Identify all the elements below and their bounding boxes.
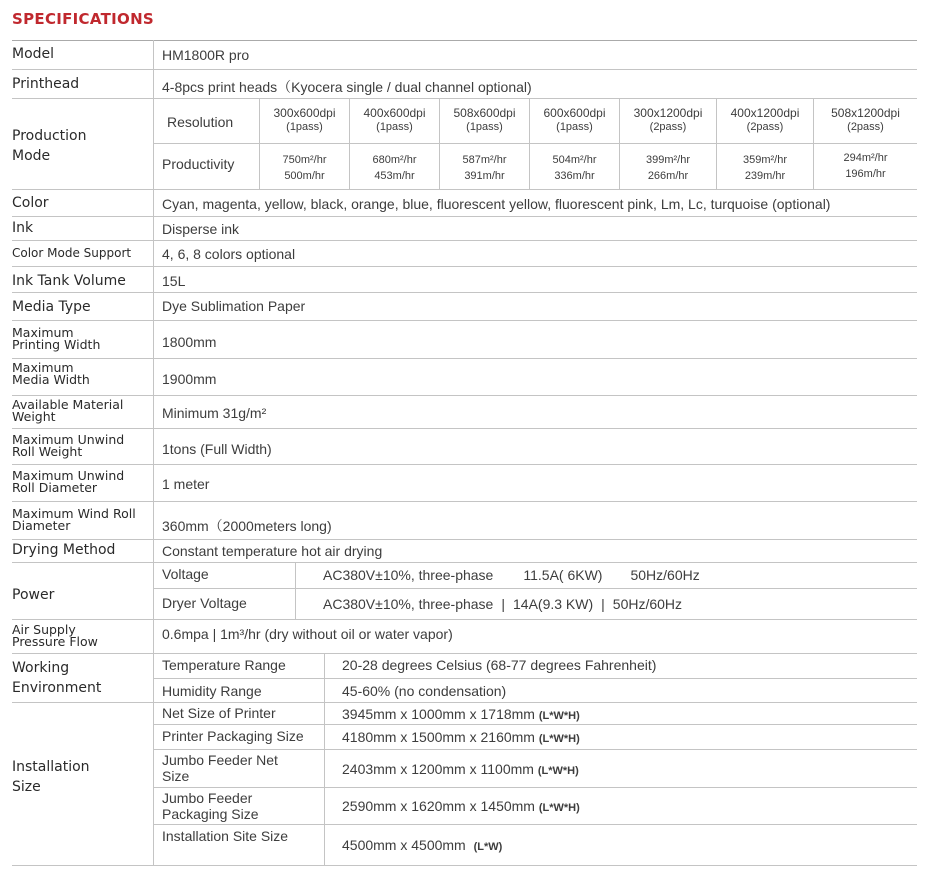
media-type-label: Media Type — [12, 299, 91, 315]
productivity-cell-1: 750m²/hr 500m/hr — [282, 154, 327, 182]
unwind-diameter-label: Maximum Unwind Roll Diameter — [12, 468, 125, 495]
site-size-label: Installation Site Size — [162, 828, 289, 844]
max-media-width-label: Maximum Media Width — [12, 360, 90, 387]
feeder-packaging-size-value: 2590mm x 1620mm x 1450mm (L*W*H) — [342, 798, 580, 814]
max-print-width-value: 1800mm — [162, 334, 217, 350]
resolution-cell-2: 400x600dpi (1pass) — [363, 106, 426, 133]
net-size-label: Net Size of Printer — [162, 705, 276, 721]
media-type-value: Dye Sublimation Paper — [162, 298, 306, 314]
installation-size-label: Installation Size — [12, 759, 90, 795]
productivity-cell-3: 587m²/hr 391m/hr — [462, 154, 507, 182]
wind-diameter-value: 360mm（2000meters long) — [162, 518, 332, 534]
productivity-cell-4: 504m²/hr 336m/hr — [552, 154, 597, 182]
voltage-label: Voltage — [162, 566, 209, 582]
max-print-width-label: Maximum Printing Width — [12, 325, 101, 352]
drying-value: Constant temperature hot air drying — [162, 543, 383, 559]
printhead-label: Printhead — [12, 76, 80, 92]
productivity-cell-7: 294m²/hr 196m/hr — [843, 152, 888, 180]
wind-diameter-label: Maximum Wind Roll Diameter — [12, 506, 136, 533]
page-title: SPECIFICATIONS — [12, 10, 155, 28]
resolution-cell-4: 600x600dpi (1pass) — [543, 106, 606, 133]
resolution-cell-1: 300x600dpi (1pass) — [273, 106, 336, 133]
material-weight-value: Minimum 31g/m² — [162, 405, 267, 421]
color-label: Color — [12, 195, 49, 211]
printhead-value: 4-8pcs print heads（Kyocera single / dual channel optional) — [162, 79, 532, 95]
production-mode-label: Production Mode — [12, 128, 87, 164]
humidity-range-label: Humidity Range — [162, 683, 262, 699]
resolution-cell-5: 300x1200dpi (2pass) — [633, 106, 703, 133]
model-label: Model — [12, 46, 55, 62]
drying-label: Drying Method — [12, 542, 116, 558]
color-mode-label: Color Mode Support — [12, 246, 132, 260]
productivity-label: Productivity — [162, 156, 235, 172]
voltage-value: AC380V±10%, three-phase 11.5A( 6KW) 50Hz/60Hz — [323, 567, 700, 583]
unwind-diameter-value: 1 meter — [162, 476, 210, 492]
humidity-range-value: 45-60% (no condensation) — [342, 683, 507, 699]
unwind-weight-value: 1tons (Full Width) — [162, 441, 272, 457]
air-supply-value: 0.6mpa | 1m³/hr (dry without oil or water vapor) — [162, 626, 453, 642]
ink-tank-value: 15L — [162, 273, 186, 289]
productivity-cell-2: 680m²/hr 453m/hr — [372, 154, 417, 182]
color-mode-value: 4, 6, 8 colors optional — [162, 246, 296, 262]
ink-label: Ink — [12, 220, 34, 236]
feeder-net-size-label: Jumbo Feeder Net Size — [162, 752, 278, 784]
ink-value: Disperse ink — [162, 221, 240, 237]
dryer-voltage-value: AC380V±10%, three-phase | 14A(9.3 KW) | 50Hz/60Hz — [323, 596, 683, 612]
resolution-cell-6: 400x1200dpi (2pass) — [730, 106, 800, 133]
packaging-size-value: 4180mm x 1500mm x 2160mm (L*W*H) — [342, 729, 580, 745]
packaging-size-label: Printer Packaging Size — [162, 728, 304, 744]
productivity-cell-5: 399m²/hr 266m/hr — [645, 154, 691, 182]
temp-range-label: Temperature Range — [162, 657, 286, 673]
model-value: HM1800R pro — [162, 47, 250, 63]
power-label: Power — [12, 587, 55, 603]
productivity-cell-6: 359m²/hr 239m/hr — [742, 154, 788, 182]
resolution-cell-7: 508x1200dpi (2pass) — [831, 106, 900, 133]
material-weight-label: Available Material Weight — [12, 397, 124, 424]
air-supply-label: Air Supply Pressure Flow — [12, 622, 98, 649]
resolution-label: Resolution — [167, 114, 234, 130]
feeder-net-size-value: 2403mm x 1200mm x 1100mm (L*W*H) — [342, 761, 579, 777]
max-media-width-value: 1900mm — [162, 371, 217, 387]
environment-label: Working Environment — [12, 660, 102, 696]
temp-range-value: 20-28 degrees Celsius (68-77 degrees Fahrenheit) — [342, 657, 657, 673]
unwind-weight-label: Maximum Unwind Roll Weight — [12, 432, 125, 459]
feeder-packaging-size-label: Jumbo Feeder Packaging Size — [162, 790, 259, 822]
resolution-cell-3: 508x600dpi (1pass) — [453, 106, 516, 133]
ink-tank-label: Ink Tank Volume — [12, 273, 126, 289]
site-size-value: 4500mm x 4500mm (L*W) — [342, 837, 503, 853]
net-size-value: 3945mm x 1000mm x 1718mm (L*W*H) — [342, 706, 580, 722]
color-value: Cyan, magenta, yellow, black, orange, blue, fluorescent yellow, fluorescent pink, Lm, Lc, turquoise (optional) — [162, 196, 831, 212]
dryer-voltage-label: Dryer Voltage — [162, 595, 247, 611]
